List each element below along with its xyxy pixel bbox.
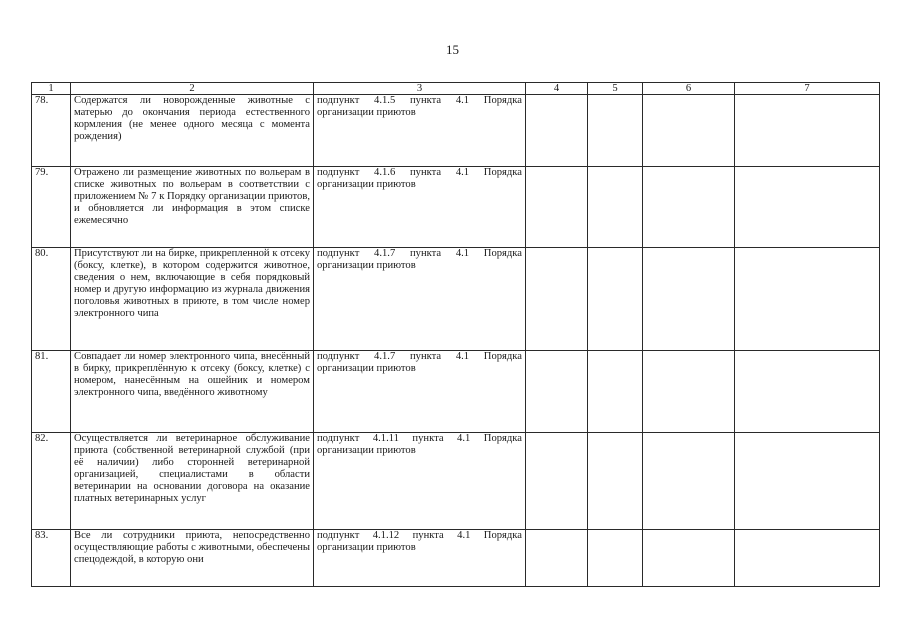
column-header-6: 6 <box>643 83 735 95</box>
answer-cell-6 <box>643 167 735 248</box>
table-row <box>32 167 880 248</box>
answer-cell-5 <box>588 433 643 530</box>
answer-cell-6 <box>643 433 735 530</box>
answer-cell-4 <box>526 433 588 530</box>
answer-cell-5 <box>588 351 643 433</box>
row-number: 81. <box>32 351 71 433</box>
legal-reference: подпункт 4.1.7 пункта 4.1 Порядка организации приютов <box>314 248 526 351</box>
answer-cell-4 <box>526 167 588 248</box>
column-number-row <box>32 83 880 95</box>
row-number: 83. <box>32 530 71 587</box>
legal-reference: подпункт 4.1.6 пункта 4.1 Порядка организации приютов <box>314 167 526 248</box>
answer-cell-5 <box>588 167 643 248</box>
answer-cell-6 <box>643 248 735 351</box>
legal-reference: подпункт 4.1.11 пункта 4.1 Порядка организации приютов <box>314 433 526 530</box>
answer-cell-7 <box>735 248 880 351</box>
table-row <box>32 95 880 167</box>
question-text: Присутствуют ли на бирке, прикрепленной к отсеку (боксу, клетке), в котором содержится животное, сведения о нем, включающие в себя порядковый номер и другую информацию из журнала движения поголовья животных в приюте, в том числе номер электронного чипа <box>71 248 314 351</box>
question-text: Осуществляется ли ветеринарное обслуживание приюта (собственной ветеринарной службой (при её наличии) либо сторонней ветеринарной организацией, специалистами в области ветеринарии на основании договора на оказание платных ветеринарных услуг <box>71 433 314 530</box>
answer-cell-4 <box>526 530 588 587</box>
question-text: Содержатся ли новорожденные животные с матерью до окончания периода естественного кормления (не менее одного месяца с момента рождения) <box>71 95 314 167</box>
table-row <box>32 351 880 433</box>
answer-cell-7 <box>735 95 880 167</box>
answer-cell-5 <box>588 530 643 587</box>
row-number: 80. <box>32 248 71 351</box>
column-header-1: 1 <box>32 83 71 95</box>
row-number: 79. <box>32 167 71 248</box>
column-header-3: 3 <box>314 83 526 95</box>
answer-cell-4 <box>526 95 588 167</box>
legal-reference: подпункт 4.1.7 пункта 4.1 Порядка организации приютов <box>314 351 526 433</box>
table-row <box>32 248 880 351</box>
column-header-7: 7 <box>735 83 880 95</box>
answer-cell-4 <box>526 248 588 351</box>
column-header-4: 4 <box>526 83 588 95</box>
table-row <box>32 433 880 530</box>
answer-cell-6 <box>643 351 735 433</box>
answer-cell-7 <box>735 167 880 248</box>
answer-cell-5 <box>588 248 643 351</box>
answer-cell-7 <box>735 530 880 587</box>
row-number: 82. <box>32 433 71 530</box>
column-header-2: 2 <box>71 83 314 95</box>
answer-cell-7 <box>735 433 880 530</box>
question-text: Совпадает ли номер электронного чипа, внесённый в бирку, прикреплённую к отсеку (боксу, клетке) с номером, нанесённым на ошейник и номером электронного чипа, введённого животному <box>71 351 314 433</box>
checklist-table <box>31 82 880 587</box>
answer-cell-6 <box>643 95 735 167</box>
answer-cell-6 <box>643 530 735 587</box>
legal-reference: подпункт 4.1.5 пункта 4.1 Порядка организации приютов <box>314 95 526 167</box>
question-text: Все ли сотрудники приюта, непосредственно осуществляющие работы с животными, обеспечены спецодеждой, в которую они <box>71 530 314 587</box>
question-text: Отражено ли размещение животных по вольерам в списке животных по вольерам в соответствии с приложением № 7 к Порядку организации приютов, и обновляется ли информация в этом списке ежемесячно <box>71 167 314 248</box>
answer-cell-4 <box>526 351 588 433</box>
answer-cell-5 <box>588 95 643 167</box>
row-number: 78. <box>32 95 71 167</box>
table-row <box>32 530 880 587</box>
legal-reference: подпункт 4.1.12 пункта 4.1 Порядка организации приютов <box>314 530 526 587</box>
answer-cell-7 <box>735 351 880 433</box>
page-number: 15 <box>446 42 459 57</box>
column-header-5: 5 <box>588 83 643 95</box>
